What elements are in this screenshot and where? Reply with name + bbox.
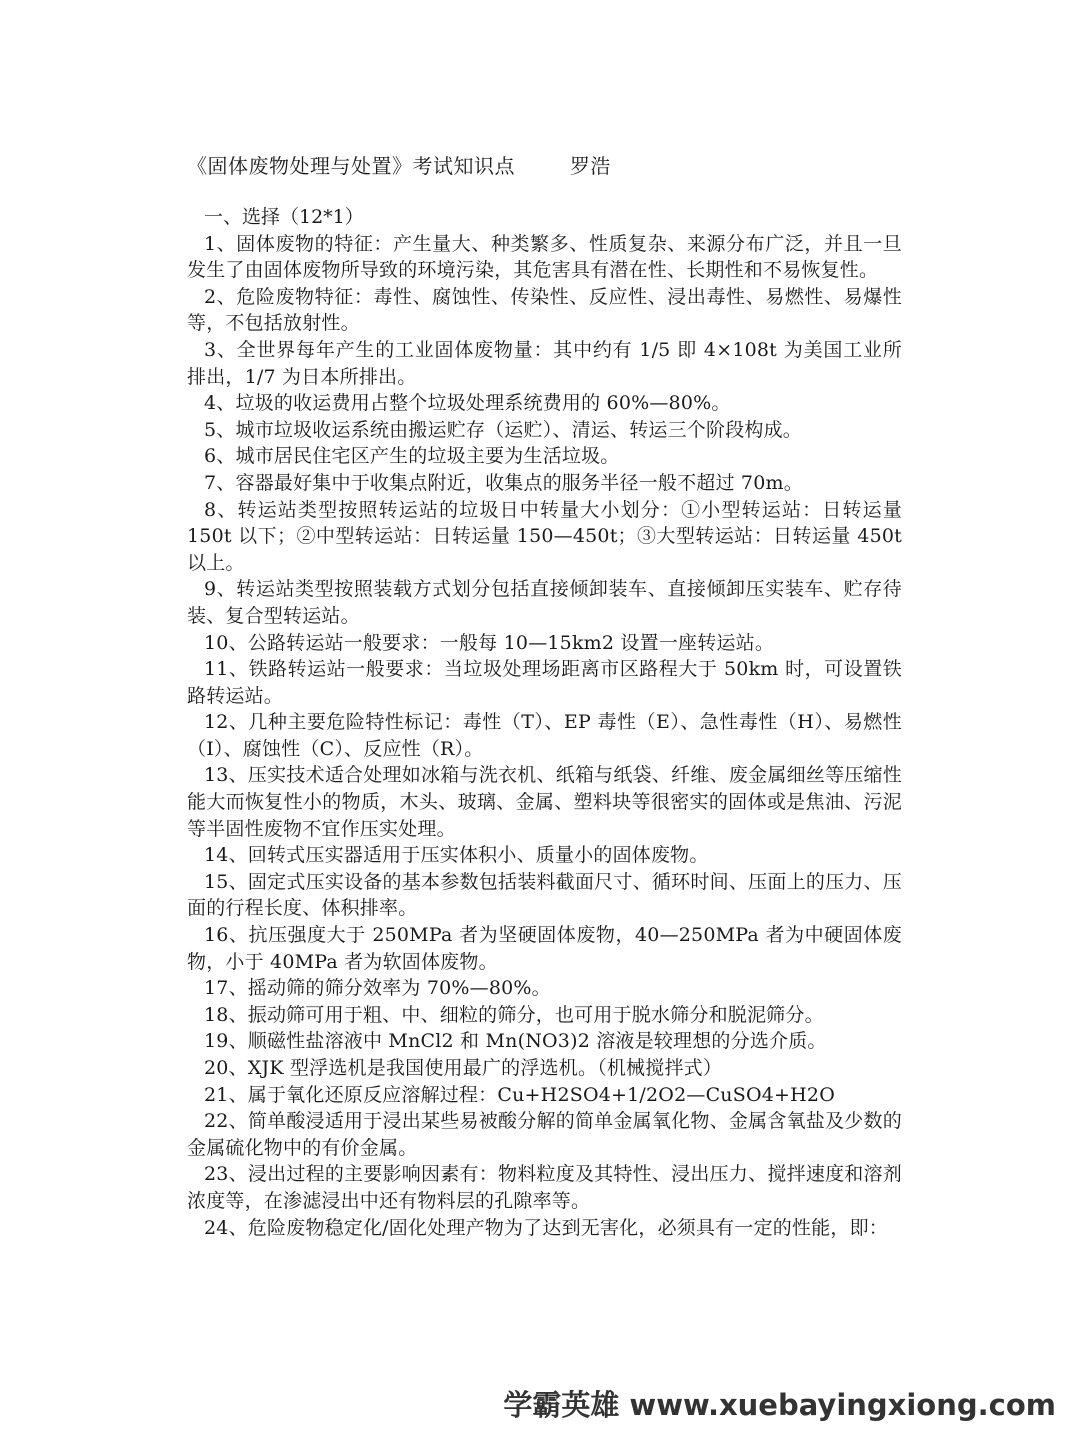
list-item-24: 24、危险废物稳定化/固化处理产物为了达到无害化，必须具有一定的性能，即： [204,1216,888,1239]
list-item-14: 14、回转式压实器适用于压实体积小、质量小的固体废物。 [204,844,709,867]
list-item-19: 19、顺磁性盐溶液中 MnCl2 和 Mn(NO3)2 溶液是较理想的分选介质。 [204,1030,827,1053]
list-item-3: 3、全世界每年产生的工业固体废物量：其中约有 1/5 即 4×108t 为美国工业所排出，1/7 为日本所排出。 [187,338,902,388]
list-item-22: 22、简单酸浸适用于浸出某些易被酸分解的简单金属氧化物、金属含氧盐及少数的金属硫化物中的有价金属。 [187,1110,902,1159]
list-item-13: 13、压实技术适合处理如冰箱与洗衣机、纸箱与纸袋、纤维、废金属细丝等压缩性能大而恢复性小的物质，木头、玻璃、金属、塑料块等很密实的固体或是焦油、污泥等半固性废物不宜作压实处理。 [187,764,902,840]
section-heading: 一、选择（12*1） [204,206,364,228]
list-item-2: 2、危险废物特征：毒性、腐蚀性、传染性、反应性、浸出毒性、易燃性、易爆性等，不包括放射性。 [187,285,902,335]
list-item-12: 12、几种主要危险特性标记：毒性（T）、EP 毒性（E）、急性毒性（H）、易燃性（I）、腐蚀性（C）、反应性（R）。 [187,711,902,760]
document-title: 《固体废物处理与处置》考试知识点 罗浩 [187,154,611,178]
list-item-10: 10、公路转运站一般要求：一般每 10—15km2 设置一座转运站。 [204,631,775,654]
list-item-5: 5、城市垃圾收运系统由搬运贮存（运贮）、清运、转运三个阶段构成。 [204,418,802,441]
list-item-7: 7、容器最好集中于收集点附近，收集点的服务半径一般不超过 70m。 [204,471,803,494]
site-watermark: 学霸英雄 www.xuebayingxiong.com [503,1388,1056,1422]
list-item-18: 18、振动筛可用于粗、中、细粒的筛分，也可用于脱水筛分和脱泥筛分。 [204,1003,824,1026]
list-item-20: 20、XJK 型浮选机是我国使用最广的浮选机。（机械搅拌式） [204,1057,723,1079]
list-item-21: 21、属于氧化还原反应溶解过程：Cu+H2SO4+1/2O2—CuSO4+H2O [204,1083,835,1106]
document-body [187,204,902,1241]
list-item-16: 16、抗压强度大于 250MPa 者为坚硬固体废物，40—250MPa 者为中硬固体废物，小于 40MPa 者为软固体废物。 [187,924,902,973]
list-item-4: 4、垃圾的收运费用占整个垃圾处理系统费用的 60%—80%。 [204,392,731,415]
list-item-6: 6、城市居民住宅区产生的垃圾主要为生活垃圾。 [204,445,620,468]
list-item-17: 17、摇动筛的筛分效率为 70%—80%。 [204,977,551,1000]
list-item-23: 23、浸出过程的主要影响因素有：物料粒度及其特性、浸出压力、搅拌速度和溶剂浓度等，在渗滤浸出中还有物料层的孔隙率等。 [187,1163,902,1212]
list-item-1: 1、固体废物的特征：产生量大、种类繁多、性质复杂、来源分布广泛，并且一旦发生了由固体废物所导致的环境污染，其危害具有潜在性、长期性和不易恢复性。 [187,232,902,282]
list-item-8: 8、转运站类型按照转运站的垃圾日中转量大小划分：①小型转运站：日转运量 150t 以下；②中型转运站：日转运量 150—450t；③大型转运站：日转运量 450t 以上。 [187,498,902,574]
list-item-15: 15、固定式压实设备的基本参数包括装料截面尺寸、循环时间、压面上的压力、压面的行程长度、体积排率。 [187,870,902,920]
list-item-9: 9、转运站类型按照装载方式划分包括直接倾卸装车、直接倾卸压实装车、贮存待装、复合型转运站。 [187,578,902,627]
list-item-11: 11、铁路转运站一般要求：当垃圾处理场距离市区路程大于 50km 时，可设置铁路转运站。 [187,658,902,707]
